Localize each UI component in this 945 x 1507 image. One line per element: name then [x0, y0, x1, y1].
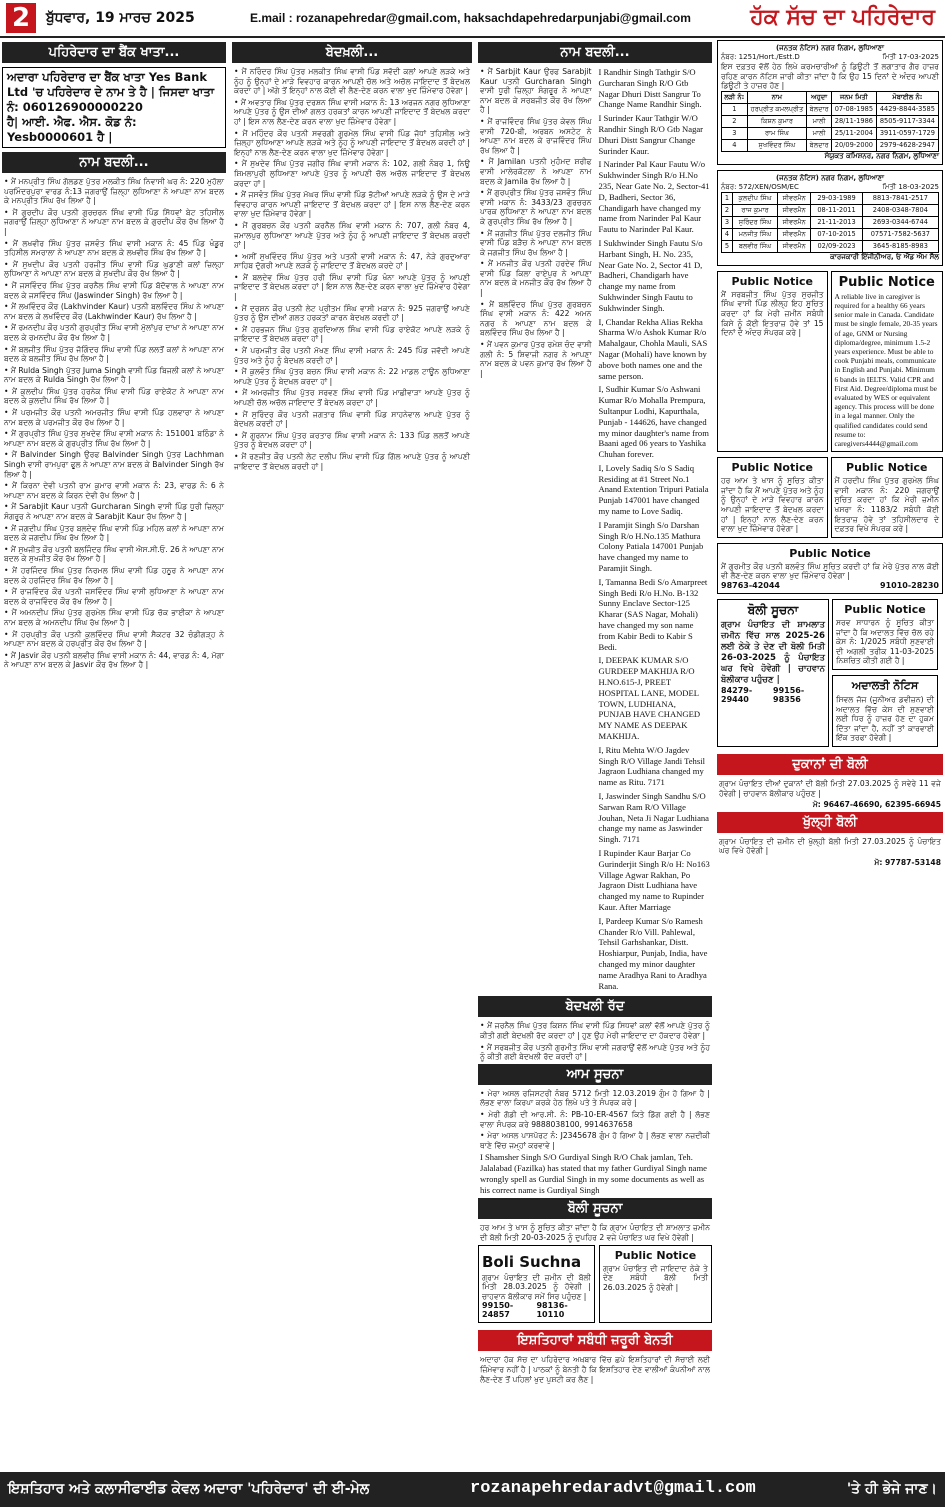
public-notice-1-title: Public Notice: [731, 274, 813, 288]
municipal-notice-2-ref: ਨੰਬਰ: 572/XEN/OSM/EC: [721, 182, 799, 191]
table-cell: 07-08-1985: [831, 103, 876, 115]
name-change-notice: • ਮੈਂ ਜਸਵਿੰਦਰ ਸਿੰਘ ਪੁੱਤਰ ਕਰਨੈਲ ਸਿੰਘ ਵਾਸੀ ਪਿੰਡ ਬੱਦੋਵਾਲ ਨੇ ਆਪਣਾ ਨਾਮ ਬਦਲ ਕੇ ਜਸਵਿੰਦਰ ਸਿੰਘ (Jaswinder Singh) ਰੱਖ ਲਿਆ ਹੈ |: [4, 280, 224, 300]
municipal-notice-1-sign: ਸੰਯੁਕਤ ਕਮਿਸ਼ਨਰ, ਨਗਰ ਨਿਗਮ, ਲੁਧਿਆਣਾ: [824, 151, 939, 160]
name-change-columns: [478, 67, 712, 994]
name-change-notice: • ਮੈਂ ਕਿਰਨਾ ਦੇਵੀ ਪਤਨੀ ਰਾਮ ਕੁਮਾਰ ਵਾਸੀ ਮਕਾਨ ਨੰ: 23, ਵਾਰਡ ਨੰ: 6 ਨੇ ਆਪਣਾ ਨਾਮ ਬਦਲ ਕੇ ਕਿਰਨ ਦੇਵੀ ਰੱਖ ਲਿਆ ਹੈ |: [4, 481, 224, 500]
page-date: ਬੁੱਧਵਾਰ, 19 ਮਾਰਚ 2025: [46, 10, 195, 26]
boli-phone-2: 98136-10110: [536, 1301, 568, 1320]
table-cell: 02/09-2023: [811, 240, 862, 252]
public-notice-row-1: [717, 271, 943, 457]
name-change-notice: • ਮੈਂ ਲਖਵੀਰ ਸਿੰਘ ਪੁੱਤਰ ਜਸਵੰਤ ਸਿੰਘ ਵਾਸੀ ਮਕਾਨ ਨੰ: 45 ਪਿੰਡ ਖੰਡੂਰ ਤਹਿਸੀਲ ਸਮਰਾਲਾ ਨੇ ਆਪਣਾ ਨਾਮ ਬਦਲ ਕੇ ਲਖਵੀਰ ਸਿੰਘ ਰੱਖ ਲਿਆ ਹੈ |: [4, 238, 224, 258]
eviction-notice: • ਮੈਂ ਅਵਤਾਰ ਸਿੰਘ ਪੁੱਤਰ ਦਰਸ਼ਨ ਸਿੰਘ ਵਾਸੀ ਮਕਾਨ ਨੰ: 13 ਅਰਜਨ ਨਗਰ ਲੁਧਿਆਣਾ ਆਪਣੇ ਪੁੱਤਰ ਨੂੰ ਉਸ ਦੀਆਂ ਗਲਤ ਹਰਕਤਾਂ ਕਾਰਨ ਆਪਣੀ ਜਾਇਦਾਦ ਤੋਂ ਬੇਦਖ਼ਲ ਕਰਦਾ ਹਾਂ | ਇਸ ਨਾਲ ਲੈਣ-ਦੇਣ ਕਰਨ ਵਾਲਾ ਖੁਦ ਜ਼ਿੰਮੇਵਾਰ ਹੋਵੇਗਾ |: [234, 97, 470, 126]
eviction-notice: • ਮੈਂ ਗੁਰਨਾਮ ਸਿੰਘ ਪੁੱਤਰ ਕਰਤਾਰ ਸਿੰਘ ਵਾਸੀ ਮਕਾਨ ਨੰ: 133 ਪਿੰਡ ਲਲਤੋਂ ਆਪਣੇ ਪੁੱਤਰ ਨੂੰ ਬੇਦਖ਼ਲ ਕਰਦਾ ਹਾਂ |: [234, 430, 470, 450]
name-change-list: [2, 177, 226, 670]
name-change-notice: • ਮੈਂ ਹਰਜਿੰਦਰ ਸਿੰਘ ਪੁੱਤਰ ਨਿਰਮਲ ਸਿੰਘ ਵਾਸੀ ਪਿੰਡ ਹਠੂਰ ਨੇ ਆਪਣਾ ਨਾਮ ਬਦਲ ਕੇ ਹਰਜਿੰਦਰ ਸਿੰਘ ਰੱਖ ਲਿਆ ਹੈ |: [4, 565, 224, 585]
footer-email: rozanapehredaradvt@gmail.com: [470, 1479, 756, 1498]
table-header-cell: ਜਨਮ ਮਿਤੀ: [831, 91, 876, 103]
municipal-notice-2-meta: [721, 183, 939, 192]
public-notice-1-text: ਮੈਂ ਸਰਬਜੀਤ ਸਿੰਘ ਪੁੱਤਰ ਸੁਰਜੀਤ ਸਿੰਘ ਵਾਸੀ ਪਿੰਡ ਲੀਲ੍ਹ ਇਹ ਸੂਚਿਤ ਕਰਦਾ ਹਾਂ ਕਿ ਮੇਰੀ ਜ਼ਮੀਨ ਸਬੰਧੀ ਕਿਸੇ ਨੂੰ ਕੋਈ ਇਤਰਾਜ਼ ਹੋਵੇ ਤਾਂ 15 ਦਿਨਾਂ ਦੇ ਅੰਦਰ ਸੰਪਰਕ ਕਰੇ |: [721, 289, 824, 338]
table-cell: ਸੀਵਰਮੈਨ: [778, 216, 811, 228]
table-cell: 3: [722, 216, 733, 228]
name-change-notice-en: I, Jaswinder Singh Sandhu S/O Sarwan Ram R/O Village Jouhan, Neta Ji Nagar Ludhiana change my name as Jaswinder Singh. 7171: [598, 791, 709, 845]
table-row: [722, 240, 939, 252]
boli-suchna-box: [478, 1245, 595, 1324]
eviction-notice: • ਮੈਂ ਅਮਰਜੀਤ ਸਿੰਘ ਪੁੱਤਰ ਸਰਵਣ ਸਿੰਘ ਵਾਸੀ ਪਿੰਡ ਮਾਛੀਵਾੜਾ ਆਪਣੇ ਪੁੱਤਰ ਨੂੰ ਆਪਣੀ ਚੱਲ ਅਚੱਲ ਜਾਇਦਾਦ ਤੋਂ ਬੇਦਖ਼ਲ ਕਰਦਾ ਹਾਂ |: [234, 388, 470, 407]
table-cell: ਮਾਲੀ: [807, 127, 832, 139]
table-row: [722, 204, 939, 216]
table-cell: 08-11-2011: [811, 204, 862, 216]
pn5-phone-2: 91010-28230: [880, 580, 939, 590]
table-cell: 4: [722, 139, 748, 151]
page-footer: [0, 1472, 945, 1507]
table-cell: ਬੇਲਦਾਰ: [807, 139, 832, 151]
name-change-notice: • ਮੈਂ Rulda Singh ਪੁੱਤਰ Juma Singh ਵਾਸੀ ਪਿੰਡ ਬਿਜਲੀ ਕਲਾਂ ਨੇ ਆਪਣਾ ਨਾਮ ਬਦਲ ਕੇ Rulda Singh ਰੱਖ ਲਿਆ ਹੈ |: [4, 365, 224, 385]
table-header-cell: ਲੜੀ ਨੰ:: [722, 91, 748, 103]
pn5-phone-1: 98763-42044: [721, 580, 780, 590]
general-info-list: [478, 1089, 712, 1151]
boli-suchna-text: ਗ੍ਰਾਮ ਪੰਚਾਇਤ ਦੀ ਜ਼ਮੀਨ ਦੀ ਬੋਲੀ ਮਿਤੀ 28.03.2025 ਨੂੰ ਹੋਵੇਗੀ | ਚਾਹਵਾਨ ਬੋਲੀਕਾਰ ਸਮੇਂ ਸਿਰ ਪਹੁੰਚਣ |: [482, 1272, 591, 1301]
name-change-notice: • ਮੈਂ ਰਾਜਵਿੰਦਰ ਕੌਰ ਪਤਨੀ ਜਸਵਿੰਦਰ ਸਿੰਘ ਵਾਸੀ ਲੁਧਿਆਣਾ ਨੇ ਆਪਣਾ ਨਾਮ ਬਦਲ ਕੇ ਰਾਜਵਿੰਦਰ ਕੌਰ ਰੱਖ ਲਿਆ ਹੈ |: [4, 587, 224, 606]
eviction-notice: • ਮੈਂ ਸੁਰਿੰਦਰ ਕੌਰ ਪਤਨੀ ਜਗਤਾਰ ਸਿੰਘ ਵਾਸੀ ਪਿੰਡ ਸਾਹਨੇਵਾਲ ਆਪਣੇ ਪੁੱਤਰ ਨੂੰ ਬੇਦਖ਼ਲ ਕਰਦੀ ਹਾਂ |: [234, 409, 470, 429]
eviction-notice: • ਮੈਂ ਕੁਲਵੰਤ ਸਿੰਘ ਪੁੱਤਰ ਬਚਨ ਸਿੰਘ ਵਾਸੀ ਮਕਾਨ ਨੰ: 22 ਮਾਡਲ ਟਾਊਨ ਲੁਧਿਆਣਾ ਆਪਣੇ ਪੁੱਤਰ ਨੂੰ ਬੇਦਖ਼ਲ ਕਰਦਾ ਹਾਂ |: [234, 367, 470, 386]
name-change-heading-2: ਨਾਮ ਬਦਲੀ...: [478, 42, 712, 63]
name-change-notice-en: I Surinder Kaur Tathgir W/O Randhir Singh R/O Gtb Nagar Dhuri Distt Sangrur Change Surinder Kaur.: [598, 113, 704, 156]
name-change-notice: • ਮੈਂ ਮਨਪ੍ਰੀਤ ਸਿੰਘ ਗੋਲਡਣ ਪੁੱਤਰ ਮਲਕੀਤ ਸਿੰਘ ਨਿਵਾਸੀ ਘਰ ਨੰ: 220 ਮੁਹੱਲਾ ਪਰਮਿੰਦਰਪੁਰਾ ਵਾਰਡ ਨੰ:13 ਜਗਰਾਉਂ ਜ਼ਿਲ੍ਹਾ ਲੁਧਿਆਣਾ ਨੇ ਆਪਣਾ ਨਾਮ ਬਦਲ ਕੇ ਮਨਪ੍ਰੀਤ ਸਿੰਘ ਰੱਖ ਲਿਆ ਹੈ |: [4, 177, 224, 206]
bank-section-heading: ਪਹਿਰੇਦਾਰ ਦਾ ਬੈਂਕ ਖਾਤਾ...: [2, 42, 226, 63]
table-cell: 8813-7841-2517: [862, 192, 938, 204]
auction-boxes: [478, 1245, 712, 1329]
table-row: [722, 103, 939, 115]
name-change-notice-en: I Randhir Singh Tathgir S/O Gurcharan Singh R/O Gtb Nagar Dhuri Distt Sangrur To Change Name Randhir Singh.: [598, 67, 702, 110]
table-cell: 4429-8844-3585: [876, 103, 938, 115]
table-row: [722, 139, 939, 151]
name-change-notice: • ਮੈਂ Jamilan ਪਤਨੀ ਮੁਹੰਮਦ ਸ਼ਰੀਫ ਵਾਸੀ ਮਾਲੇਰਕੋਟਲਾ ਨੇ ਆਪਣਾ ਨਾਮ ਬਦਲ ਕੇ Jamila ਰੱਖ ਲਿਆ ਹੈ |: [480, 157, 592, 186]
eviction-notice: • ਮੈਂ ਰਣਜੀਤ ਕੌਰ ਪਤਨੀ ਲੇਟ ਦਲੀਪ ਸਿੰਘ ਵਾਸੀ ਪਿੰਡ ਗਿੱਲ ਆਪਣੇ ਪੁੱਤਰ ਨੂੰ ਆਪਣੀ ਜਾਇਦਾਦ ਤੋਂ ਬੇਦਖ਼ਲ ਕਰਦੀ ਹਾਂ |: [234, 451, 470, 471]
name-change-notice: • ਮੈਂ ਰਮਨਦੀਪ ਕੌਰ ਪਤਨੀ ਗੁਰਪ੍ਰੀਤ ਸਿੰਘ ਵਾਸੀ ਮੁੱਲਾਂਪੁਰ ਦਾਖਾ ਨੇ ਆਪਣਾ ਨਾਮ ਬਦਲ ਕੇ ਰਮਨਦੀਪ ਕੌਰ ਰੱਖ ਲਿਆ ਹੈ |: [4, 323, 224, 342]
eviction-notice: • ਮੈਂ ਹਰਭਜਨ ਸਿੰਘ ਪੁੱਤਰ ਗੁਰਦਿਆਲ ਸਿੰਘ ਵਾਸੀ ਪਿੰਡ ਰਾਏਕੋਟ ਆਪਣੇ ਲੜਕੇ ਨੂੰ ਜਾਇਦਾਦ ਤੋਂ ਬੇਦਖ਼ਲ ਕਰਦਾ ਹਾਂ |: [234, 324, 470, 344]
footer-text-left: ਇਸ਼ਤਿਹਾਰ ਅਤੇ ਕਲਾਸੀਫਾਈਡ ਕੇਵਲ ਅਦਾਰਾ 'ਪਹਿਰੇਦਾਰ' ਦੀ ਈ-ਮੇਲ: [8, 1481, 370, 1497]
name-change-notice-en: I, Tamanna Bedi S/o Amarpreet Singh Bedi R/o H.No. B-132 Sunny Enclave Sector-125 Kharar (SAS Nagar, Mohali) have changed my son name from Kabir Bedi to Kabir S Bedi.: [598, 576, 708, 652]
name-change-notice-en: I, Lovely Sadiq S/o S Sadiq Residing at #1 Street No.1 Anand Extention Tripuri Patiala Punjab 147001 have changed my name to Love Sadiq.: [598, 462, 709, 517]
eviction-notice: • ਮੈਂ ਮਹਿੰਦਰ ਕੌਰ ਪਤਨੀ ਸਵਰਗੀ ਗੁਰਮੇਲ ਸਿੰਘ ਵਾਸੀ ਪਿੰਡ ਜੋਧਾਂ ਤਹਿਸੀਲ ਅਤੇ ਜ਼ਿਲ੍ਹਾ ਲੁਧਿਆਣਾ ਆਪਣੇ ਲੜਕੇ ਅਤੇ ਨੂੰਹ ਨੂੰ ਆਪਣੀ ਜਾਇਦਾਦ ਤੋਂ ਬੇਦਖ਼ਲ ਕਰਦੀ ਹਾਂ | ਇਨ੍ਹਾਂ ਨਾਲ ਲੈਣ-ਦੇਣ ਕਰਨ ਵਾਲਾ ਖੁਦ ਜ਼ਿੰਮੇਵਾਰ ਹੋਵੇਗਾ |: [234, 128, 470, 157]
table-cell: ਸੀਵਰਮੈਨ: [778, 228, 811, 240]
public-notice-5-title: Public Notice: [789, 546, 871, 560]
name-change-notice: • ਮੈਂ ਜਗਜੀਤ ਸਿੰਘ ਪੁੱਤਰ ਦਲਜੀਤ ਸਿੰਘ ਵਾਸੀ ਪਿੰਡ ਬੜੈਚ ਨੇ ਆਪਣਾ ਨਾਮ ਬਦਲ ਕੇ ਜਗਜੀਤ ਸਿੰਘ ਰੱਖ ਲਿਆ ਹੈ |: [480, 228, 592, 257]
name-change-notice: • ਮੈਂ ਹਰਪ੍ਰੀਤ ਕੌਰ ਪਤਨੀ ਕੁਲਵਿੰਦਰ ਸਿੰਘ ਵਾਸੀ ਸੈਕਟਰ 32 ਚੰਡੀਗੜ੍ਹ ਨੇ ਆਪਣਾ ਨਾਮ ਬਦਲ ਕੇ ਹਰਪ੍ਰੀਤ ਕੌਰ ਰੱਖ ਲਿਆ ਹੈ |: [4, 629, 224, 649]
table-cell: ਸੁਖਵਿੰਦਰ ਸਿੰਘ: [747, 139, 807, 151]
table-cell: 07571-7582-5637: [862, 228, 938, 240]
eviction-notice: • ਮੈਂ ਨਰਿੰਦਰ ਸਿੰਘ ਪੁੱਤਰ ਮਲਕੀਤ ਸਿੰਘ ਵਾਸੀ ਪਿੰਡ ਸਵੱਦੀ ਕਲਾਂ ਆਪਣੇ ਲੜਕੇ ਅਤੇ ਨੂੰਹ ਨੂੰ ਉਨ੍ਹਾਂ ਦੇ ਮਾੜੇ ਵਿਵਹਾਰ ਕਾਰਨ ਆਪਣੀ ਚੱਲ ਅਤੇ ਅਚੱਲ ਜਾਇਦਾਦ ਤੋਂ ਬੇਦਖ਼ਲ ਕਰਦਾ ਹਾਂ | ਅੱਗੇ ਤੋਂ ਇਨ੍ਹਾਂ ਨਾਲ ਕੋਈ ਵੀ ਲੈਣ-ਦੇਣ ਕਰਨ ਵਾਲਾ ਖੁਦ ਜ਼ਿੰਮੇਵਾਰ ਹੋਵੇਗਾ |: [234, 67, 470, 96]
table-cell: 1: [722, 103, 748, 115]
header-email: E.mail : rozanapehredar@gmail.com, haksachdapehredarpunjabi@gmail.com: [250, 11, 691, 25]
public-notice-caregiver: [831, 271, 943, 452]
boli-suchna-title: Boli Suchna: [482, 1252, 582, 1271]
name-change-notice: • ਮੈਂ ਕੁਲਦੀਪ ਸਿੰਘ ਪੁੱਤਰ ਹਰਨੇਕ ਸਿੰਘ ਵਾਸੀ ਪਿੰਡ ਰਾਏਕੋਟ ਨੇ ਆਪਣਾ ਨਾਮ ਬਦਲ ਕੇ ਕੁਲਦੀਪ ਸਿੰਘ ਰੱਖ ਲਿਆ ਹੈ |: [4, 386, 224, 406]
eviction-notice: • ਮੈਂ ਪਰਮਜੀਤ ਕੌਰ ਪਤਨੀ ਮੱਖਣ ਸਿੰਘ ਵਾਸੀ ਮਕਾਨ ਨੰ: 245 ਪਿੰਡ ਜਵੱਦੀ ਆਪਣੇ ਪੁੱਤਰ ਅਤੇ ਨੂੰਹ ਨੂੰ ਬੇਦਖ਼ਲ ਕਰਦੀ ਹਾਂ |: [234, 346, 470, 365]
name-change-list-pa: [478, 67, 594, 994]
small-public-notice-text: ਗ੍ਰਾਮ ਪੰਚਾਇਤ ਦੀ ਜਾਇਦਾਦ ਠੇਕੇ ਤੇ ਦੇਣ ਸਬੰਧੀ ਬੋਲੀ ਮਿਤੀ 26.03.2025 ਨੂੰ ਹੋਵੇਗੀ |: [602, 1263, 708, 1292]
public-notice-4: [831, 457, 943, 538]
table-cell: 29-03-1989: [811, 192, 862, 204]
name-change-notice: • ਮੈਂ Balvinder Singh ਉਰਫ Balvinder Singh ਪੁੱਤਰ Lachhman Singh ਵਾਸੀ ਰਾਮਪੁਰਾ ਫੂਲ ਨੇ ਆਪਣਾ ਨਾਮ ਬਦਲ ਕੇ Balvinder Singh ਰੱਖ ਲਿਆ ਹੈ |: [4, 450, 224, 479]
boli-notice-box: [717, 599, 829, 747]
right-notices: [832, 599, 938, 752]
municipal-notice-2: [717, 170, 943, 266]
name-change-notice: • ਮੈਂ Jasvir ਕੌਰ ਪਤਨੀ ਬਲਵੀਰ ਸਿੰਘ ਵਾਸੀ ਮਕਾਨ ਨੰ: 44, ਵਾਰਡ ਨੰ: 4, ਮੋਗਾ ਨੇ ਆਪਣਾ ਨਾਮ ਬਦਲ ਕੇ Jasvir ਕੌਰ ਰੱਖ ਲਿਆ ਹੈ |: [4, 650, 224, 670]
public-notice-6-title: Public Notice: [844, 602, 926, 616]
table-cell: 2408-0348-7804: [862, 204, 938, 216]
table-cell: ਕੁਲਦੀਪ ਸਿੰਘ: [732, 192, 777, 204]
general-info-notice: • ਮੇਰਾ ਅਸਲ ਰਜਿਸਟਰੀ ਨੰਬਰ 5712 ਮਿਤੀ 12.03.2019 ਗੁੰਮ ਹੋ ਗਿਆ ਹੈ | ਲੱਭਣ ਵਾਲਾ ਕਿਰਪਾ ਕਰਕੇ ਹੇਠ ਲਿਖੇ ਪਤੇ ਤੇ ਸੰਪਰਕ ਕਰੇ |: [480, 1088, 710, 1108]
table-header-row: [722, 91, 939, 103]
municipal-notice-1-date: ਮਿਤੀ 17-03-2025: [882, 53, 939, 61]
eviction-notice: • ਮੈਂ ਗੁਰਬਚਨ ਕੌਰ ਪਤਨੀ ਕਰਨੈਲ ਸਿੰਘ ਵਾਸੀ ਮਕਾਨ ਨੰ: 707, ਗਲੀ ਨੰਬਰ 4, ਜਮਾਲਪੁਰ ਲੁਧਿਆਣਾ ਆਪਣੇ ਪੁੱਤਰ ਅਤੇ ਨੂੰਹ ਨੂੰ ਆਪਣੀ ਜਾਇਦਾਦ ਤੋਂ ਬੇਦਖ਼ਲ ਕਰਦੀ ਹਾਂ |: [234, 220, 470, 250]
name-change-notice: • ਮੈਂ ਰਾਜਵਿੰਦਰ ਸਿੰਘ ਪੁੱਤਰ ਕੇਵਲ ਸਿੰਘ ਵਾਸੀ 720-ਬੀ, ਅਰਬਨ ਅਸਟੇਟ ਨੇ ਆਪਣਾ ਨਾਮ ਬਦਲ ਕੇ ਰਾਜਵਿੰਦਰ ਸਿੰਘ ਰੱਖ ਲਿਆ ਹੈ |: [480, 116, 592, 155]
shop-auction-phone: ਮੋ: 96467-46690, 62395-66945: [812, 800, 941, 810]
public-notice-3-text: ਹਰ ਆਮ ਤੇ ਖਾਸ ਨੂੰ ਸੂਚਿਤ ਕੀਤਾ ਜਾਂਦਾ ਹੈ ਕਿ ਮੈਂ ਆਪਣੇ ਪੁੱਤਰ ਅਤੇ ਨੂੰਹ ਨੂੰ ਉਨ੍ਹਾਂ ਦੇ ਮਾੜੇ ਵਿਵਹਾਰ ਕਾਰਨ ਆਪਣੀ ਜਾਇਦਾਦ ਤੋਂ ਬੇਦਖ਼ਲ ਕਰਦਾ ਹਾਂ | ਇਨ੍ਹਾਂ ਨਾਲ ਲੈਣ-ਦੇਣ ਕਰਨ ਵਾਲਾ ਖੁਦ ਜ਼ਿੰਮੇਵਾਰ ਹੋਵੇਗਾ |: [721, 476, 824, 534]
shop-auction-heading: ਦੁਕਾਨਾਂ ਦੀ ਬੋਲੀ: [717, 754, 943, 775]
bank-account-box: [2, 67, 226, 148]
public-notice-caregiver-title: Public Notice: [838, 274, 935, 290]
name-change-notice-en: I Sukhwinder Singh Fautu S/o Harbant Singh, H. No. 235, Near Gate No. 2, Sector 41 D, Badheri, Chandigarh have change my name from Sukhwinder Singh Fautu to Sukhwinder Singh.: [598, 237, 703, 313]
table-body: [722, 103, 939, 151]
table-row: [722, 228, 939, 240]
eviction-cancel-heading: ਬੇਦਖਲੀ ਰੱਦ: [478, 996, 712, 1017]
name-change-notice: • ਮੈਂ ਅਮਨਦੀਪ ਸਿੰਘ ਪੁੱਤਰ ਗੁਰਮੇਲ ਸਿੰਘ ਵਾਸੀ ਪਿੰਡ ਚੱਕ ਭਾਈਕਾ ਨੇ ਆਪਣਾ ਨਾਮ ਬਦਲ ਕੇ ਅਮਨਦੀਪ ਸਿੰਘ ਰੱਖ ਲਿਆ ਹੈ |: [4, 608, 224, 627]
general-info-heading: ਆਮ ਸੂਚਨਾ: [478, 1064, 712, 1085]
name-change-notice: • ਮੈਂ ਬਲਵਿੰਦਰ ਸਿੰਘ ਪੁੱਤਰ ਗੁਰਬਚਨ ਸਿੰਘ ਵਾਸੀ ਮਕਾਨ ਨੰ: 422 ਅਮਨ ਨਗਰ ਨੇ ਆਪਣਾ ਨਾਮ ਬਦਲ ਕੇ ਬਲਵਿੰਦਰ ਸਿੰਘ ਰੱਖ ਲਿਆ ਹੈ |: [480, 299, 592, 338]
municipal-notice-2-head: (ਜਨਤਕ ਨੋਟਿਸ) ਨਗਰ ਨਿਗਮ, ਲੁਧਿਆਣਾ: [775, 173, 885, 182]
public-notice-row-2: [717, 457, 943, 543]
name-change-notice-en: I, Ritu Mehta W/O Jagdev Singh R/O Village Jandi Tehsil Jagraon Ludhiana changed my name as Ritu. 7171: [598, 744, 705, 788]
table-cell: ਹਰਪ੍ਰੀਤ ਕਮਲਪ੍ਰੀਤ: [747, 103, 807, 115]
municipal-notice-1: [717, 40, 943, 165]
name-change-notice: • ਮੈਂ ਪਰਮਜੀਤ ਕੌਰ ਪਤਨੀ ਅਮਰਜੀਤ ਸਿੰਘ ਵਾਸੀ ਪਿੰਡ ਹਲਵਾਰਾ ਨੇ ਆਪਣਾ ਨਾਮ ਬਦਲ ਕੇ ਪਰਮਜੀਤ ਕੌਰ ਰੱਖ ਲਿਆ ਹੈ |: [4, 408, 224, 427]
column-4: [717, 40, 943, 1462]
boli-phones: [482, 1301, 591, 1319]
table-cell: 2: [722, 204, 733, 216]
table-cell: 2693-0344-6744: [862, 216, 938, 228]
table-cell: 20/09-2000: [831, 139, 876, 151]
eviction-notice: • ਮੈਂ ਬਲਦੇਵ ਸਿੰਘ ਪੁੱਤਰ ਹਰੀ ਸਿੰਘ ਵਾਸੀ ਪਿੰਡ ਖੰਨਾ ਆਪਣੇ ਪੁੱਤਰ ਨੂੰ ਆਪਣੀ ਜਾਇਦਾਦ ਤੋਂ ਬੇਦਖ਼ਲ ਕਰਦਾ ਹਾਂ | ਇਸ ਨਾਲ ਲੈਣ-ਦੇਣ ਕਰਨ ਵਾਲਾ ਖੁਦ ਜ਼ਿੰਮੇਵਾਰ ਹੋਵੇਗਾ |: [234, 272, 470, 302]
eviction-notice: • ਮੈਂ ਸੁਖਦੇਵ ਸਿੰਘ ਪੁੱਤਰ ਜਗੀਰ ਸਿੰਘ ਵਾਸੀ ਮਕਾਨ ਨੰ: 102, ਗਲੀ ਨੰਬਰ 1, ਨਿਊ ਸ਼ਿਮਲਾਪੁਰੀ ਲੁਧਿਆਣਾ ਆਪਣੇ ਪੁੱਤਰ ਨੂੰ ਆਪਣੀ ਚੱਲ ਅਚੱਲ ਜਾਇਦਾਦ ਤੋਂ ਬੇਦਖ਼ਲ ਕਰਦਾ ਹਾਂ |: [234, 159, 470, 188]
table-cell: ਮਾਲੀ: [807, 115, 832, 127]
general-info-notice: • ਮੇਰਾ ਅਸਲ ਪਾਸਪੋਰਟ ਨੰ: J2345678 ਗੁੰਮ ਹੋ ਗਿਆ ਹੈ | ਲੱਭਣ ਵਾਲਾ ਨਜ਼ਦੀਕੀ ਥਾਣੇ ਵਿੱਚ ਜਮ੍ਹਾਂ ਕਰਵਾਵੇ |: [480, 1131, 710, 1150]
shop-auction-text: ਗ੍ਰਾਮ ਪੰਚਾਇਤ ਦੀਆਂ ਦੁਕਾਨਾਂ ਦੀ ਬੋਲੀ ਮਿਤੀ 27.03.2025 ਨੂੰ ਸਵੇਰੇ 11 ਵਜੇ ਹੋਵੇਗੀ | ਚਾਹਵਾਨ ਬੋਲੀਕਾਰ ਪਹੁੰਚਣ |: [719, 778, 941, 798]
table-row: [722, 192, 939, 204]
table-row: [722, 216, 939, 228]
page-header: [0, 0, 945, 38]
public-notice-4-title: Public Notice: [846, 461, 928, 475]
column-1: [2, 40, 226, 1462]
small-public-notice-box: [599, 1245, 712, 1324]
eviction-notice: • ਮੈਂ ਦਰਸ਼ਨ ਕੌਰ ਪਤਨੀ ਲੇਟ ਪ੍ਰੀਤਮ ਸਿੰਘ ਵਾਸੀ ਮਕਾਨ ਨੰ: 925 ਜਗਰਾਉਂ ਆਪਣੇ ਪੁੱਤਰ ਨੂੰ ਉਸ ਦੀਆਂ ਗਲਤ ਹਰਕਤਾਂ ਕਾਰਨ ਬੇਦਖ਼ਲ ਕਰਦੀ ਹਾਂ |: [234, 303, 470, 323]
table-cell: 3911-0597-1729: [876, 127, 938, 139]
public-notice-6-text: ਸਰਵ ਸਾਧਾਰਨ ਨੂੰ ਸੂਚਿਤ ਕੀਤਾ ਜਾਂਦਾ ਹੈ ਕਿ ਅਦਾਲਤ ਵਿੱਚ ਚੱਲ ਰਹੇ ਕੇਸ ਨੰ: 1/2025 ਸਬੰਧੀ ਸੁਣਵਾਈ ਦੀ ਅਗਲੀ ਤਰੀਕ 11-03-2025 ਨਿਸ਼ਚਿਤ ਕੀਤੀ ਗਈ ਹੈ |: [836, 617, 934, 666]
public-notice-5-text: ਮੈਂ ਗੁਰਮੀਤ ਕੌਰ ਪਤਨੀ ਬਲਵੰਤ ਸਿੰਘ ਸੂਚਿਤ ਕਰਦੀ ਹਾਂ ਕਿ ਮੇਰੇ ਪੁੱਤਰ ਨਾਲ ਕੋਈ ਵੀ ਲੈਣ-ਦੇਣ ਕਰਨ ਵਾਲਾ ਖੁਦ ਜ਼ਿੰਮੇਵਾਰ ਹੋਵੇਗਾ |: [721, 561, 939, 581]
name-change-notice: • ਮੈਂ Sarabjit Kaur ਪਤਨੀ Gurcharan Singh ਵਾਸੀ ਪਿੰਡ ਧੂਰੀ ਜ਼ਿਲ੍ਹਾ ਸੰਗਰੂਰ ਨੇ ਆਪਣਾ ਨਾਮ ਬਦਲ ਕੇ Sarabjit Kaur ਰੱਖ ਲਿਆ ਹੈ |: [4, 502, 224, 521]
table-cell: ਸੀਵਰਮੈਨ: [778, 204, 811, 216]
auction-text: ਹਰ ਆਮ ਤੇ ਖਾਸ ਨੂੰ ਸੂਚਿਤ ਕੀਤਾ ਜਾਂਦਾ ਹੈ ਕਿ ਗ੍ਰਾਮ ਪੰਚਾਇਤ ਦੀ ਸ਼ਾਮਲਾਤ ਜ਼ਮੀਨ ਦੀ ਬੋਲੀ ਮਿਤੀ 20-03-2025 ਨੂੰ ਦੁਪਹਿਰ 2 ਵਜੇ ਪੰਚਾਇਤ ਘਰ ਵਿਖੇ ਹੋਵੇਗੀ |: [480, 1223, 710, 1243]
municipal-table-2: [721, 192, 939, 253]
open-auction-phone: ਮੋ: 97787-53148: [874, 857, 941, 867]
eviction-cancel-notice: • ਮੈਂ ਸਰਬਜੀਤ ਕੌਰ ਪਤਨੀ ਗੁਰਮੀਤ ਸਿੰਘ ਵਾਸੀ ਜਗਰਾਉਂ ਵੱਲੋਂ ਆਪਣੇ ਪੁੱਤਰ ਅਤੇ ਨੂੰਹ ਨੂੰ ਕੀਤੀ ਗਈ ਬੇਦਖ਼ਲੀ ਰੱਦ ਕਰਦੀ ਹਾਂ |: [480, 1042, 710, 1062]
general-info-notice: • ਮੇਰੀ ਗੱਡੀ ਦੀ ਆਰ.ਸੀ. ਨੰ: PB-10-ER-4567 ਕਿਤੇ ਡਿੱਗ ਗਈ ਹੈ | ਲੱਭਣ ਵਾਲਾ ਸੰਪਰਕ ਕਰੇ 9888038100, 9914637658: [480, 1109, 710, 1129]
column-2: [232, 40, 472, 1462]
public-notice-6: [832, 599, 938, 670]
eviction-list: [232, 67, 472, 471]
table-cell: 28/11-1986: [831, 115, 876, 127]
municipal-notice-1-ref: ਨੰਬਰ: 1251/Hort./Estt.D: [721, 53, 800, 61]
eviction-cancel-notice: • ਮੈਂ ਜਰਨੈਲ ਸਿੰਘ ਪੁੱਤਰ ਕਿਸ਼ਨ ਸਿੰਘ ਵਾਸੀ ਪਿੰਡ ਸਿਧਵਾਂ ਕਲਾਂ ਵੱਲੋਂ ਆਪਣੇ ਪੁੱਤਰ ਨੂੰ ਕੀਤੀ ਗਈ ਬੇਦਖ਼ਲੀ ਰੱਦ ਕਰਦਾ ਹਾਂ | ਹੁਣ ਉਹ ਮੇਰੀ ਜਾਇਦਾਦ ਦਾ ਹੱਕਦਾਰ ਹੋਵੇਗਾ |: [480, 1021, 710, 1040]
name-change-notice-en: I Paramjit Singh S/o Darshan Singh R/o H.No.135 Mathura Colony Patiala 147001 Punjab have changed my name to Paramjit Singh.: [598, 519, 704, 574]
table-cell: ਰਾਜ ਕੁਮਾਰ: [732, 204, 777, 216]
name-change-notice: • ਮੈਂ ਮਨਜੀਤ ਕੌਰ ਪਤਨੀ ਹਰਦੇਵ ਸਿੰਘ ਵਾਸੀ ਪਿੰਡ ਕਿਲਾ ਰਾਏਪੁਰ ਨੇ ਆਪਣਾ ਨਾਮ ਬਦਲ ਕੇ ਮਨਜੀਤ ਕੌਰ ਰੱਖ ਲਿਆ ਹੈ |: [480, 259, 592, 298]
table-row: [722, 127, 939, 139]
ad-disclaimer-heading: ਇਸ਼ਤਿਹਾਰਾਂ ਸਬੰਧੀ ਜ਼ਰੂਰੀ ਬੇਨਤੀ: [478, 1330, 712, 1351]
name-change-notice: • ਮੈਂ ਸੁਖਦੀਪ ਕੌਰ ਪਤਨੀ ਹਰਜੀਤ ਸਿੰਘ ਵਾਸੀ ਪਿੰਡ ਘੁਡਾਣੀ ਕਲਾਂ ਜ਼ਿਲ੍ਹਾ ਲੁਧਿਆਣਾ ਨੇ ਆਪਣਾ ਨਾਮ ਬਦਲ ਕੇ ਸੁਖਦੀਪ ਕੌਰ ਰੱਖ ਲਿਆ ਹੈ |: [4, 259, 224, 279]
public-notice-5-phones: [721, 581, 939, 590]
general-info-english: I Shamsher Singh S/O Gurdiyal Singh R/O Chak jamlan, Teh. Jalalabad (Fazilka) has stated that my father Gurdiyal Singh name wrongly spell as Gurdial Singh in my some documents as well as his correct name is Gurdiyal Singh: [480, 1152, 707, 1195]
table-cell: ਰਾਮ ਸਿੰਘ: [747, 127, 807, 139]
table-cell: 2: [722, 115, 748, 127]
table-cell: ਬੇਲਦਾਰ: [807, 103, 832, 115]
eviction-cancel-list: [478, 1021, 712, 1061]
eviction-notice: • ਅਸੀਂ ਸੁਖਵਿੰਦਰ ਸਿੰਘ ਪੁੱਤਰ ਅਤੇ ਪਤਨੀ ਵਾਸੀ ਮਕਾਨ ਨੰ: 47, ਨੇੜੇ ਗੁਰਦੁਆਰਾ ਸਾਹਿਬ ਦੁੱਗਰੀ ਆਪਣੇ ਲੜਕੇ ਨੂੰ ਜਾਇਦਾਦ ਤੋਂ ਬੇਦਖ਼ਲ ਕਰਦੇ ਹਾਂ |: [234, 251, 470, 271]
table-cell: 21-11-2013: [811, 216, 862, 228]
table-cell: ਮਨਜੀਤ ਸਿੰਘ: [732, 228, 777, 240]
table-cell: 25/11-2004: [831, 127, 876, 139]
table-cell: 2979-4628-2947: [876, 139, 938, 151]
table-header-cell: ਮੋਬਾਈਲ ਨੰ:: [876, 91, 938, 103]
eviction-notice: • ਮੈਂ ਜਸਵੰਤ ਸਿੰਘ ਪੁੱਤਰ ਮੱਘਰ ਸਿੰਘ ਵਾਸੀ ਪਿੰਡ ਭੱਟੀਆਂ ਆਪਣੇ ਲੜਕੇ ਨੂੰ ਉਸ ਦੇ ਮਾੜੇ ਵਿਵਹਾਰ ਕਾਰਨ ਆਪਣੀ ਜਾਇਦਾਦ ਤੋਂ ਬੇਦਖ਼ਲ ਕਰਦਾ ਹਾਂ | ਇਸ ਨਾਲ ਲੈਣ-ਦੇਣ ਕਰਨ ਵਾਲਾ ਖੁਦ ਜ਼ਿੰਮੇਵਾਰ ਹੋਵੇਗਾ |: [234, 190, 470, 219]
table-cell: 5: [722, 240, 733, 252]
page-number: 2: [6, 3, 36, 33]
name-change-notice-en: I, DEEPAK KUMAR S/O GURDEEP MAKHIJA R/O H.NO.615-J, PREET HOSPITAL LANE, MODEL TOWN, LUDHIANA, PUNJAB HAVE CHANGED MY NAME AS DEEPAK MAKHIJA.: [598, 655, 701, 742]
auction-heading: ਬੋਲੀ ਸੂਚਨਾ: [478, 1198, 712, 1219]
name-change-notice: • ਮੈਂ ਸੁਖਜੀਤ ਕੌਰ ਪਤਨੀ ਬਲਜਿੰਦਰ ਸਿੰਘ ਵਾਸੀ ਐਸ.ਸੀ.ਓ. 26 ਨੇ ਆਪਣਾ ਨਾਮ ਬਦਲ ਕੇ ਸੁਖਜੀਤ ਕੌਰ ਰੱਖ ਲਿਆ ਹੈ |: [4, 544, 224, 564]
table-cell: 4: [722, 228, 733, 240]
table-cell: 3645-8185-8983: [862, 240, 938, 252]
name-change-notice: • ਮੈਂ ਗੁਰਦੀਪ ਕੌਰ ਪਤਨੀ ਗੁਰਚਰਨ ਸਿੰਘ ਵਾਸੀ ਪਿੰਡ ਸਿੱਧਵਾਂ ਬੇਟ ਤਹਿਸੀਲ ਜਗਰਾਉਂ ਜ਼ਿਲ੍ਹਾ ਲੁਧਿਆਣਾ ਨੇ ਆਪਣਾ ਨਾਮ ਬਦਲ ਕੇ ਗੁਰਦੀਪ ਕੌਰ ਰੱਖ ਲਿਆ ਹੈ |: [4, 207, 224, 236]
public-notice-5: [717, 543, 943, 594]
name-change-notice-en: I, Chandar Rekha Alias Rekha Sharma W/o Ashok Kumar R/o Mahalgaur, Chohla Mauli, SAS Nagar (Mohali) have known by above both names one and the same person.: [598, 316, 708, 381]
bank-line-2: ਹੈ| ਆਈ. ਐਫ. ਐਸ. ਕੋਡ ਨੰ: Yesb0000601 ਹੈ |: [7, 115, 137, 144]
footer-text-right: 'ਤੇ ਹੀ ਭੇਜੇ ਜਾਣ।: [846, 1481, 937, 1497]
table-cell: ਬਲਵੀਰ ਸਿੰਘ: [732, 240, 777, 252]
name-change-notice: • ਮੈਂ ਗੁਰਪ੍ਰੀਤ ਸਿੰਘ ਪੁੱਤਰ ਸੁਖਦੇਵ ਸਿੰਘ ਵਾਸੀ ਮਕਾਨ ਨੰ: 151001 ਬਠਿੰਡਾ ਨੇ ਆਪਣਾ ਨਾਮ ਬਦਲ ਕੇ ਗੁਰਪ੍ਰੀਤ ਸਿੰਘ ਰੱਖ ਲਿਆ ਹੈ |: [4, 429, 224, 448]
bank-line-1: ਅਦਾਰਾ ਪਹਿਰੇਦਾਰ ਦਾ ਬੈਂਕ ਖਾਤਾ Yes Bank Ltd 'ਚ ਪਹਿਰੇਦਾਰ ਦੇ ਨਾਮ ਤੇ ਹੈ | ਜਿਸਦਾ ਖਾਤਾ ਨੰ: 060126900000220: [7, 70, 214, 114]
table-cell: ਸੁਰਿੰਦਰ ਸਿੰਘ: [732, 216, 777, 228]
table-body: [722, 192, 939, 252]
table-cell: 1: [722, 192, 733, 204]
table-cell: 8505-9117-3344: [876, 115, 938, 127]
name-change-notice: • ਮੈਂ ਜਗਦੀਪ ਸਿੰਘ ਪੁੱਤਰ ਬਲਦੇਵ ਸਿੰਘ ਵਾਸੀ ਪਿੰਡ ਮਹਿਲ ਕਲਾਂ ਨੇ ਆਪਣਾ ਨਾਮ ਬਦਲ ਕੇ ਜਗਦੀਪ ਸਿੰਘ ਰੱਖ ਲਿਆ ਹੈ |: [4, 523, 224, 543]
court-notice-text: ਸਿਵਲ ਜੱਜ (ਜੂਨੀਅਰ ਡਵੀਜ਼ਨ) ਦੀ ਅਦਾਲਤ ਵਿੱਚ ਕੇਸ ਦੀ ਸੁਣਵਾਈ ਲਈ ਧਿਰ ਨੂੰ ਹਾਜ਼ਰ ਹੋਣ ਦਾ ਹੁਕਮ ਦਿੱਤਾ ਜਾਂਦਾ ਹੈ, ਨਹੀਂ ਤਾਂ ਕਾਰਵਾਈ ਇੱਕ ਤਰਫਾ ਹੋਵੇਗੀ |: [836, 694, 934, 743]
public-notice-4-text: ਮੈਂ ਹਰਦੀਪ ਸਿੰਘ ਪੁੱਤਰ ਗੁਰਮੇਲ ਸਿੰਘ ਵਾਸੀ ਮਕਾਨ ਨੰ: 220 ਜਗਰਾਉਂ ਸੂਚਿਤ ਕਰਦਾ ਹਾਂ ਕਿ ਮੇਰੀ ਜ਼ਮੀਨ ਖਸਰਾ ਨੰ: 1183/2 ਸਬੰਧੀ ਕੋਈ ਇਤਰਾਜ਼ ਹੋਵੇ ਤਾਂ ਤਹਿਸੀਲਦਾਰ ਦੇ ਦਫ਼ਤਰ ਵਿਖੇ ਸੰਪਰਕ ਕਰੇ |: [834, 476, 939, 534]
column-3: [478, 40, 712, 1462]
name-change-notice: • ਮੈਂ ਲਖਵਿੰਦਰ ਕੌਰ (Lakhvinder Kaur) ਪਤਨੀ ਬਲਵਿੰਦਰ ਸਿੰਘ ਨੇ ਆਪਣਾ ਨਾਮ ਬਦਲ ਕੇ ਲਖਵਿੰਦਰ ਕੌਰ (Lakhwinder Kaur) ਰੱਖ ਲਿਆ ਹੈ |: [4, 302, 224, 321]
name-change-notice-en: I, Pardeep Kumar S/o Ramesh Chander R/o Vill. Pahlewal, Tehsil Garhshankar, Distt. Hoshiarpur, Punjab, India, have changed my minor daughter name Aradhya Rani to Aradhya Rana.: [598, 915, 708, 991]
table-cell: 3: [722, 127, 748, 139]
open-auction-text: ਗ੍ਰਾਮ ਪੰਚਾਇਤ ਦੀ ਜ਼ਮੀਨ ਦੀ ਖੁੱਲ੍ਹੀ ਬੋਲੀ ਮਿਤੀ 27.03.2025 ਨੂੰ ਪੰਚਾਇਤ ਘਰ ਵਿਖੇ ਹੋਵੇਗੀ |: [719, 836, 941, 856]
name-change-notice-en: I, Sudhir Kumar S/o Ashwani Kumar R/o Mohalla Prempura, Sultanpur Lodhi, Kapurthala, Punjab - 144626, have changed my minor daughter's name from Baani aged 06 years to Yashika Chuhan forever.: [598, 384, 709, 460]
public-notice-3: [717, 457, 828, 538]
name-change-notice: • ਮੈਂ ਗੁਰਪ੍ਰੀਤ ਸਿੰਘ ਪੁੱਤਰ ਜਸਵੰਤ ਸਿੰਘ ਵਾਸੀ ਮਕਾਨ ਨੰ: 3433/23 ਗੁਰਚਰਨ ਪਾਰਕ ਲੁਧਿਆਣਾ ਨੇ ਆਪਣਾ ਨਾਮ ਬਦਲ ਕੇ ਗੁਰਪ੍ਰੀਤ ਸਿੰਘ ਰੱਖ ਲਿਆ ਹੈ |: [480, 188, 592, 226]
masthead-logo: ਹੱਕ ਸੱਚ ਦਾ ਪਹਿਰੇਦਾਰ: [750, 4, 935, 30]
public-notice-3-title: Public Notice: [731, 461, 813, 475]
name-change-heading: ਨਾਮ ਬਦਲੀ...: [2, 152, 226, 173]
table-row: [722, 115, 939, 127]
public-notice-caregiver-text: A reliable live in caregiver is required for a healthy 66 years senior male in Canada. Candidate must be single female, 20-35 years of age, GNM or Nursing diploma/degree, minimum 1.5-2 years experience. Must be able to cook Punjabi meals, communicate in English and Punjabi. Minimum 6 bands in IELTS. Valid CPR and First Aid. Degree/diploma must be evaluated by WES or equivalent agency. This process will be done in a legal manner. Only the qualified candidates could send resume to: caregivers4444@gmail.com: [834, 291, 938, 449]
open-auction-heading: ਖੁੱਲ੍ਹੀ ਬੋਲੀ: [717, 812, 943, 833]
boli-notice-phone-2: 99156-98356: [773, 685, 805, 704]
small-public-notice-title: Public Notice: [614, 1248, 697, 1262]
municipal-notice-1-head: (ਜਨਤਕ ਨੋਟਿਸ) ਨਗਰ ਨਿਗਮ, ਲੁਧਿਆਣਾ: [775, 44, 885, 52]
boli-phone-1: 99150-24857: [482, 1301, 514, 1320]
name-change-notice-en: I Narinder Pal Kaur Fautu W/o Sukhwinder Singh R/o H.No 235, Near Gate No. 2, Sector-41 D, Badheri, Sector 36, Chandigarh have changed my name from Narinder Pal Kaur Fautu to Narinder Pal Kaur.: [598, 159, 710, 235]
name-change-notice-en: I Rupinder Kaur Barjar Co Gurinderjit Singh R/o H: No163 Village Agwar Rakhan, Po Jagraon Distt Ludhiana have changed my name to Rupinder Kaur. After Marriage: [598, 847, 710, 912]
municipal-notice-2-date: ਮਿਤੀ 18-03-2025: [882, 182, 939, 191]
table-cell: ਸੀਵਰਮੈਨ: [778, 192, 811, 204]
name-change-notice: • ਮੈਂ ਪਵਨ ਕੁਮਾਰ ਪੁੱਤਰ ਰਮੇਸ਼ ਚੰਦ ਵਾਸੀ ਗਲੀ ਨੰ: 5 ਸ਼ਿਵਾਜੀ ਨਗਰ ਨੇ ਆਪਣਾ ਨਾਮ ਬਦਲ ਕੇ ਪਵਨ ਕੁਮਾਰ ਰੱਖ ਲਿਆ ਹੈ |: [480, 340, 592, 378]
name-change-list-en: [597, 67, 713, 994]
public-notice-row-3: [717, 599, 943, 752]
ad-disclaimer-text: ਅਦਾਰਾ ਹੱਕ ਸੱਚ ਦਾ ਪਹਿਰੇਦਾਰ ਅਖ਼ਬਾਰ ਵਿੱਚ ਛਪੇ ਇਸ਼ਤਿਹਾਰਾਂ ਦੀ ਸੱਚਾਈ ਲਈ ਜ਼ਿੰਮੇਵਾਰ ਨਹੀਂ ਹੈ | ਪਾਠਕਾਂ ਨੂੰ ਬੇਨਤੀ ਹੈ ਕਿ ਇਸ਼ਤਿਹਾਰ ਦੇਣ ਵਾਲੀਆਂ ਕੰਪਨੀਆਂ ਨਾਲ ਲੈਣ-ਦੇਣ ਤੋਂ ਪਹਿਲਾਂ ਖੁਦ ਪੁਸ਼ਟੀ ਕਰ ਲੈਣ |: [480, 1355, 710, 1384]
eviction-heading: ਬੇਦਖ਼ਲੀ...: [232, 42, 472, 63]
table-cell: 07-10-2015: [811, 228, 862, 240]
boli-notice-phone-1: 84279-29440: [721, 685, 753, 704]
table-header-cell: ਅਹੁਦਾ: [807, 91, 832, 103]
table-cell: ਕਿਸ਼ਨ ਕੁਮਾਰ: [747, 115, 807, 127]
municipal-table-1: [721, 91, 939, 152]
municipal-notice-2-sign: ਕਾਰਜਕਾਰੀ ਇੰਜੀਨੀਅਰ, ਓ ਐਂਡ ਐਮ ਸੈੱਲ: [830, 252, 939, 261]
table-header-cell: ਨਾਮ: [747, 91, 807, 103]
boli-notice-title: ਬੋਲੀ ਸੂਚਨਾ: [747, 602, 799, 617]
table-cell: ਸੀਵਰਮੈਨ: [778, 240, 811, 252]
name-change-notice: • ਮੈਂ Sarbjit Kaur ਉਰਫ Sarabjit Kaur ਪਤਨੀ Gurcharan Singh ਵਾਸੀ ਧੂਰੀ ਜ਼ਿਲ੍ਹਾ ਸੰਗਰੂਰ ਨੇ ਆਪਣਾ ਨਾਮ ਬਦਲ ਕੇ ਸਰਬਜੀਤ ਕੌਰ ਰੱਖ ਲਿਆ ਹੈ |: [480, 67, 592, 115]
court-notice: [832, 675, 938, 747]
public-notice-1: [717, 271, 828, 452]
boli-notice-text: ਗ੍ਰਾਮ ਪੰਚਾਇਤ ਦੀ ਸ਼ਾਮਲਾਤ ਜ਼ਮੀਨ ਵਿੱਚ ਸਾਲ 2025-26 ਲਈ ਠੇਕੇ ਤੇ ਦੇਣ ਦੀ ਬੋਲੀ ਮਿਤੀ 26-03-2025 ਨੂੰ ਪੰਚਾਇਤ ਘਰ ਵਿਖੇ ਹੋਵੇਗੀ | ਚਾਹਵਾਨ ਬੋਲੀਕਾਰ ਪਹੁੰਚਣ |: [721, 619, 825, 685]
municipal-notice-1-text: ਇਸ ਦਫ਼ਤਰ ਵੱਲੋਂ ਹੇਠ ਲਿਖੇ ਕਰਮਚਾਰੀਆਂ ਨੂੰ ਡਿਊਟੀ ਤੋਂ ਲਗਾਤਾਰ ਗੈਰ ਹਾਜ਼ਰ ਰਹਿਣ ਕਾਰਨ ਨੋਟਿਸ ਜਾਰੀ ਕੀਤਾ ਜਾਂਦਾ ਹੈ ਕਿ ਉਹ 15 ਦਿਨਾਂ ਦੇ ਅੰਦਰ ਆਪਣੀ ਡਿਊਟੀ ਤੇ ਹਾਜ਼ਰ ਹੋਣ |: [721, 62, 939, 91]
boli-notice-phones: [721, 686, 825, 704]
municipal-notice-1-meta: [721, 53, 939, 62]
name-change-notice: • ਮੈਂ ਬਲਜੀਤ ਸਿੰਘ ਪੁੱਤਰ ਜੋਗਿੰਦਰ ਸਿੰਘ ਵਾਸੀ ਪਿੰਡ ਲਲਤੋਂ ਕਲਾਂ ਨੇ ਆਪਣਾ ਨਾਮ ਬਦਲ ਕੇ ਬਲਜੀਤ ਸਿੰਘ ਰੱਖ ਲਿਆ ਹੈ |: [4, 344, 224, 364]
court-notice-title: ਅਦਾਲਤੀ ਨੋਟਿਸ: [851, 678, 919, 692]
